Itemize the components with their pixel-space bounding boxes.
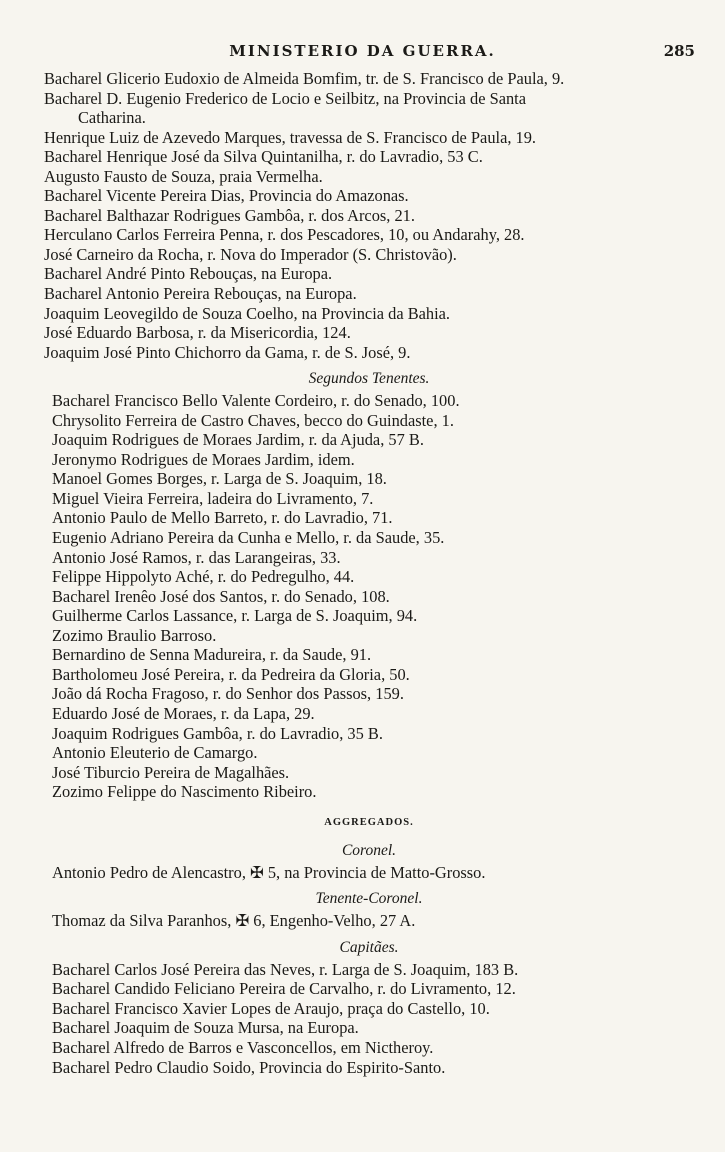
entry-line: Zozimo Felippe do Nascimento Ribeiro. <box>52 782 317 802</box>
entry-line-continuation: Catharina. <box>78 108 146 128</box>
section-heading-segundos-tenentes: Segundos Tenentes. <box>308 370 430 388</box>
entry-line: Augusto Fausto de Souza, praia Vermelha. <box>44 166 323 186</box>
entry-line: José Eduardo Barbosa, r. da Misericordia, 124. <box>44 323 351 343</box>
entry-line: Bacharel Alfredo de Barros e Vasconcellos, em Nictheroy. <box>52 1037 434 1057</box>
entry-line: Bacharel Carlos José Pereira das Neves, r. Larga de S. Joaquim, 183 B. <box>52 959 519 979</box>
running-title: MINISTERIO DA GUERRA. <box>229 42 496 60</box>
entry-line: Antonio Eleuterio de Camargo. <box>52 743 258 763</box>
entry-line: Bacharel Henrique José da Silva Quintanilha, r. do Lavradio, 53 C. <box>44 147 483 167</box>
entry-line: Guilherme Carlos Lassance, r. Larga de S. Joaquim, 94. <box>52 606 418 626</box>
entry-line: Joaquim Rodrigues de Moraes Jardim, r. da Ajuda, 57 B. <box>52 430 424 450</box>
subheading-coronel: Coronel. <box>341 841 397 859</box>
entry-line: Bacharel Candido Feliciano Pereira de Carvalho, r. do Livramento, 12. <box>52 979 516 999</box>
entry-line: Bacharel Irenêo José dos Santos, r. do Senado, 108. <box>52 586 390 606</box>
entry-line: Miguel Vieira Ferreira, ladeira do Livramento, 7. <box>52 488 374 508</box>
entry-line-tenente-coronel: Thomaz da Silva Paranhos, ✠ 6, Engenho-Velho, 27 A. <box>52 911 416 931</box>
entry-line: Jeronymo Rodrigues de Moraes Jardim, idem. <box>52 449 355 469</box>
entry-line: Bacharel Balthazar Rodrigues Gambôa, r. dos Arcos, 21. <box>44 205 415 225</box>
entry-line: Joaquim José Pinto Chichorro da Gama, r. de S. José, 9. <box>44 342 411 362</box>
entry-line: Bartholomeu José Pereira, r. da Pedreira da Gloria, 50. <box>52 664 410 684</box>
entry-line: Bernardino de Senna Madureira, r. da Saude, 91. <box>52 645 372 665</box>
page-number: 285 <box>663 42 695 60</box>
entry-line: Joaquim Rodrigues Gambôa, r. do Lavradio, 35 B. <box>52 723 383 743</box>
entry-line: Bacharel Joaquim de Souza Mursa, na Europa. <box>52 1018 359 1038</box>
entry-line: Bacharel Vicente Pereira Dias, Provincia do Amazonas. <box>44 186 409 206</box>
entry-line: Chrysolito Ferreira de Castro Chaves, becco do Guindaste, 1. <box>52 410 454 430</box>
entry-line: Bacharel Glicerio Eudoxio de Almeida Bomfim, tr. de S. Francisco de Paula, 9. <box>44 69 565 88</box>
entry-line: Manoel Gomes Borges, r. Larga de S. Joaquim, 18. <box>52 469 387 489</box>
entry-line: Eugenio Adriano Pereira da Cunha e Mello, r. da Saude, 35. <box>52 528 445 548</box>
entry-line: Antonio Paulo de Mello Barreto, r. do Lavradio, 71. <box>52 508 393 528</box>
capitaes-list <box>52 960 694 1077</box>
entry-line: Bacharel Antonio Pereira Rebouças, na Europa. <box>44 284 357 304</box>
entry-line: João dá Rocha Fragoso, r. do Senhor dos Passos, 159. <box>52 684 404 704</box>
page-header <box>0 42 725 66</box>
entry-line: Felippe Hippolyto Aché, r. do Pedregulho, 44. <box>52 567 355 587</box>
entry-line: Bacharel Francisco Bello Valente Cordeiro, r. do Senado, 100. <box>52 391 460 411</box>
entry-line: Eduardo José de Moraes, r. da Lapa, 29. <box>52 703 315 723</box>
entry-line: José Carneiro da Rocha, r. Nova do Imperador (S. Christovão). <box>44 244 457 264</box>
entry-line: Joaquim Leovegildo de Souza Coelho, na Provincia da Bahia. <box>44 303 451 323</box>
entry-line: Bacharel D. Eugenio Frederico de Locio e Seilbitz, na Provincia de Santa <box>44 88 526 108</box>
section-heading-aggregados: AGGREGADOS. <box>324 816 414 828</box>
entry-line: José Tiburcio Pereira de Magalhães. <box>52 762 290 782</box>
entry-line-coronel: Antonio Pedro de Alencastro, ✠ 5, na Provincia de Matto-Grosso. <box>52 862 486 882</box>
entry-line: Antonio José Ramos, r. das Larangeiras, 33. <box>52 547 341 567</box>
entry-line: Bacharel Pedro Claudio Soido, Provincia do Espirito-Santo. <box>52 1057 446 1077</box>
entry-line: Zozimo Braulio Barroso. <box>52 625 217 645</box>
entry-line: Henrique Luiz de Azevedo Marques, travessa de S. Francisco de Paula, 19. <box>44 127 537 147</box>
entry-list <box>44 69 694 1077</box>
entry-line: Bacharel André Pinto Rebouças, na Europa. <box>44 264 333 284</box>
entry-line: Herculano Carlos Ferreira Penna, r. dos Pescadores, 10, ou Andarahy, 28. <box>44 225 525 245</box>
entry-line: Bacharel Francisco Xavier Lopes de Araujo, praça do Castello, 10. <box>52 998 490 1018</box>
segundos-tenentes-list <box>52 391 694 801</box>
subheading-capitaes: Capitães. <box>339 938 399 956</box>
subheading-tenente-coronel: Tenente-Coronel. <box>315 890 423 908</box>
